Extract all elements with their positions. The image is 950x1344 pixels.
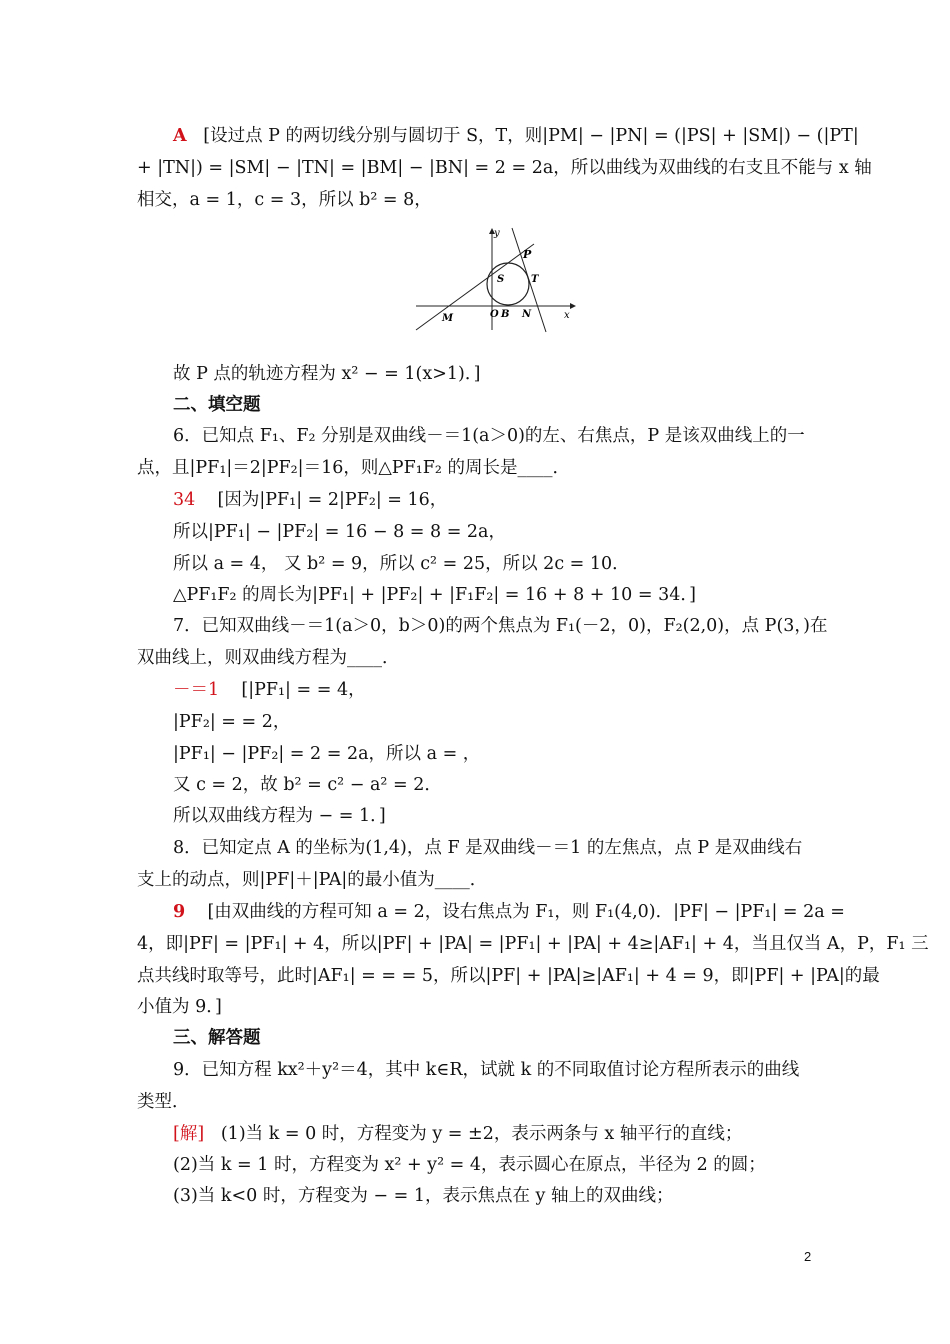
question-9-line-1: 9．已知方程 kx²＋y²＝4，其中 k∈R，试就 k 的不同取值讨论方程所表示的曲线 [173, 1060, 800, 1080]
answer-9-line-2: (2)当 k = 1 时，方程变为 x² + y² = 4，表示圆心在原点，半径为 2 的圆； [173, 1155, 766, 1175]
answer-6-line-4: △PF₁F₂ 的周长为|PF₁| + |PF₂| + |F₁F₂| = 16 + 8 + 10 = 34．] [173, 585, 696, 605]
page-number: 2 [804, 1249, 812, 1264]
section-solution-title: 三、解答题 [173, 1028, 261, 1048]
answer-8-line-4: 小值为 9．] [137, 997, 222, 1017]
answer-6-text-1: [因为|PF₁| = 2|PF₂| = 16， [217, 490, 448, 510]
answer-5-line-1 [173, 124, 859, 148]
answer-7-line-3: |PF₁| − |PF₂| = 2 = 2a，所以 a = ， [173, 744, 481, 764]
answer-8-line-3: 点共线时取等号，此时|AF₁| = = = 5，所以|PF| + |PA|≥|AF₁| + 4 = 9，即|PF| + |PA|的最 [137, 966, 880, 986]
question-6-line-2: 点，且|PF₁|＝2|PF₂|＝16，则△PF₁F₂ 的周长是____． [137, 458, 570, 478]
answer-6-label: 34 [173, 490, 196, 510]
answer-7-label: －＝1 [173, 680, 220, 700]
answer-6-line-2: 所以|PF₁| − |PF₂| = 16 − 8 = 8 = 2a， [173, 522, 506, 542]
question-7-line-2: 双曲线上，则双曲线方程为____． [137, 648, 400, 668]
answer-9-label: [解] [173, 1124, 205, 1144]
answer-5-line-4: 故 P 点的轨迹方程为 x² − = 1(x>1)．] [173, 364, 481, 384]
point-o-label: O [490, 309, 499, 320]
answer-5-text-1: [设过点 P 的两切线分别与圆切于 S，T，则|PM| − |PN| = (|PS| + |SM|) − (|PT| [203, 126, 859, 146]
point-m-label: M [442, 313, 454, 324]
answer-9-line-3: (3)当 k<0 时，方程变为 − = 1，表示焦点在 y 轴上的双曲线； [173, 1186, 674, 1206]
answer-7-line-5: 所以双曲线方程为 − = 1．] [173, 806, 386, 826]
answer-9-line-1 [173, 1122, 742, 1146]
answer-8-label: 9 [173, 902, 186, 922]
answer-7-line-4: 又 c = 2，故 b² = c² − a² = 2． [173, 775, 442, 795]
question-8-line-1: 8．已知定点 A 的坐标为(1,4)，点 F 是双曲线－＝1 的左焦点，点 P 是双曲线右 [173, 838, 803, 858]
question-7-line-1: 7．已知双曲线－＝1(a＞0，b＞0)的两个焦点为 F₁(－2，0)，F₂(2,0)，点 P(3，)在 [173, 616, 828, 636]
answer-6-line-3: 所以 a = 4， 又 b² = 9，所以 c² = 25，所以 2c = 10． [173, 554, 630, 574]
point-s-label: S [497, 274, 505, 285]
answer-5-line-3: 相交，a = 1，c = 3，所以 b² = 8， [137, 190, 432, 210]
hyperbola-tangent-figure [412, 226, 582, 334]
question-6-line-1: 6．已知点 F₁、F₂ 分别是双曲线－＝1(a＞0)的左、右焦点，P 是该双曲线上的一 [173, 426, 805, 446]
section-fill-in-title: 二、填空题 [173, 395, 261, 415]
answer-8-text-1: [由双曲线的方程可知 a = 2，设右焦点为 F₁，则 F₁(4,0)．|PF| − |PF₁| = 2a = [207, 902, 845, 922]
answer-7-text-1: [|PF₁| = = 4， [241, 680, 366, 700]
question-9-line-2: 类型． [137, 1092, 190, 1112]
x-axis-arrow [570, 303, 576, 309]
answer-8-line-1 [173, 900, 845, 924]
point-n-label: N [522, 309, 532, 320]
point-t-label: T [531, 274, 539, 285]
point-b-label: B [501, 309, 510, 320]
answer-9-text-1: (1)当 k = 0 时，方程变为 y = ±2，表示两条与 x 轴平行的直线； [220, 1124, 743, 1144]
y-label: y [494, 228, 500, 239]
answer-7-line-1 [173, 678, 366, 702]
point-p-label: P [523, 248, 532, 261]
answer-8-line-2: 4，即|PF| = |PF₁| + 4，所以|PF| + |PA| = |PF₁| + |PA| + 4≥|AF₁| + 4，当且仅当 A，P，F₁ 三 [137, 934, 929, 954]
x-label: x [564, 310, 570, 321]
answer-6-line-1 [173, 488, 447, 512]
answer-5-label: A [173, 126, 187, 146]
circle [487, 263, 529, 305]
answer-7-line-2: |PF₂| = = 2， [173, 712, 291, 732]
tangent-line-pm [416, 244, 534, 330]
question-8-line-2: 支上的动点，则|PF|＋|PA|的最小值为____． [137, 870, 488, 890]
answer-5-line-2: + |TN|) = |SM| − |TN| = |BM| − |BN| = 2 = 2a，所以曲线为双曲线的右支且不能与 x 轴 [137, 158, 872, 178]
